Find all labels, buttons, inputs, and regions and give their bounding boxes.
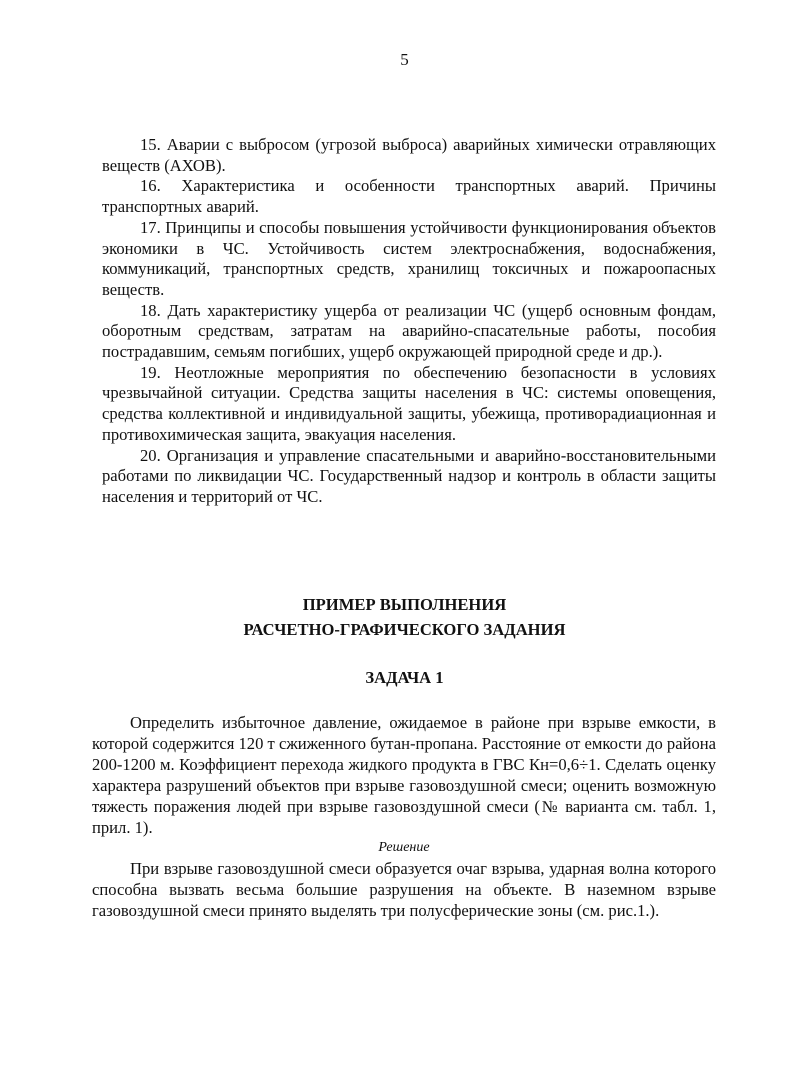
list-item: 17. Принципы и способы повышения устойчивости функционирования объектов экономики в ЧС. Устойчивость систем электроснабжения, водоснабжения, коммуникаций, транспортных средств, хранилищ токсичных и пожароопасных веществ. — [102, 217, 716, 299]
question-list — [102, 135, 716, 508]
task-body — [92, 712, 716, 921]
list-item: 15. Аварии с выбросом (угрозой выброса) аварийных химически отравляющих веществ (АХОВ). — [102, 135, 716, 175]
solution-text: При взрыве газовоздушной смеси образуется очаг взрыва, ударная волна которого способна вызвать весьма большие разрушения на объекте. В наземном взрыве газовоздушной смеси принято выделять три полусферические зоны (см. рис.1.). — [92, 859, 716, 920]
task-title: ЗАДАЧА 1 — [365, 668, 444, 687]
list-item: 18. Дать характеристику ущерба от реализации ЧС (ущерб основным фондам, оборотным средствам, затратам на аварийно-спасательные работы, пособия пострадавшим, семьям погибших, ущерб окружающей природной среде и др.). — [102, 300, 716, 362]
heading-line-1: ПРИМЕР ВЫПОЛНЕНИЯ — [302, 595, 507, 614]
list-item: 20. Организация и управление спасательными и аварийно-восстановительными работами по ликвидации ЧС. Государственный надзор и контроль в области защиты населения и территорий от ЧС. — [102, 445, 716, 506]
list-item: 19. Неотложные мероприятия по обеспечению безопасности в условиях чрезвычайной ситуации. Средства защиты населения в ЧС: системы оповещения, средства коллективной и индивидуальной защиты, убежища, противорадиационная и противохимическая защита, эвакуация населения. — [102, 362, 716, 444]
section-heading — [0, 592, 809, 642]
solution-label: Решение — [378, 840, 430, 855]
task-text: Определить избыточное давление, ожидаемое в районе при взрыве емкости, в которой содержится 120 т сжиженного бутан-пропана. Расстояние от емкости до района 200-1200 м. Коэффициент перехода жидкого продукта в ГВС Кн=0,6÷1. Сделать оценку характера разрушений объектов при взрыве газовоздушной смеси; оценить возможную тяжесть поражения людей при взрыве газовоздушной смеси (№ варианта см. табл. 1, прил. 1). — [92, 713, 716, 837]
heading-line-2: РАСЧЕТНО-ГРАФИЧЕСКОГО ЗАДАНИЯ — [243, 620, 566, 639]
list-item: 16. Характеристика и особенности транспортных аварий. Причины транспортных аварий. — [102, 176, 716, 217]
page-number: 5 — [400, 50, 409, 69]
